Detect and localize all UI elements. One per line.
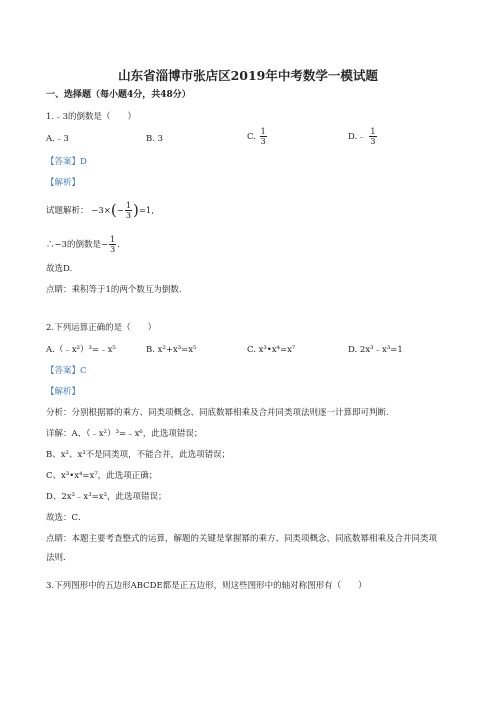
solution-label: 试题解析： <box>46 206 89 216</box>
q2-option-a: A.（﹣x²）³=﹣x⁵ <box>46 345 116 355</box>
q1-analysis-label: 【解析】 <box>46 178 81 188</box>
q1-choose: 故选D. <box>46 264 73 274</box>
solution-equals: =1, <box>138 206 155 216</box>
q1-option-d-prefix: D.﹣ <box>348 132 366 142</box>
fraction-numerator: 1 <box>370 127 376 136</box>
fraction-numerator: 1 <box>125 201 131 210</box>
q1-solution-line1: 试题解析： −3×(− $\frac{1}{3}$ )=1, <box>46 201 155 220</box>
solution-prefix: ∴−3的倒数是− <box>46 240 109 250</box>
q1-option-d <box>348 127 378 146</box>
fraction <box>109 235 116 254</box>
q1-option-c <box>247 127 268 146</box>
section-heading: 一、选择题（每小题4分，共48分） <box>46 90 191 100</box>
q2-comment-line2: 法则． <box>46 553 72 563</box>
q1-answer: 【答案】D <box>46 157 87 167</box>
fraction <box>125 201 132 220</box>
q1-stem: 1.﹣3的倒数是（ ） <box>46 112 137 122</box>
fraction-denominator: 3 <box>370 137 376 146</box>
q2-fenxi: 分析：分别根据幂的乘方、同类项概念、同底数幂相乘及合并同类项法则逐一计算即可判断. <box>46 408 389 418</box>
q1-option-a: A.﹣3 <box>46 134 69 144</box>
q2-c-line: C、x³•x⁴=x⁷，此选项正确； <box>46 471 158 481</box>
fraction-numerator: 1 <box>260 127 266 136</box>
q2-b-line: B、x²、x³不是同类项，不能合并，此选项错误； <box>46 450 231 460</box>
fraction-numerator: 1 <box>110 235 116 244</box>
q1-option-c-prefix: C. <box>247 132 256 142</box>
q2-answer: 【答案】C <box>46 366 87 376</box>
fraction-denominator: 3 <box>110 245 116 254</box>
q2-analysis-label: 【解析】 <box>46 387 81 397</box>
solution-minus: − <box>116 206 124 216</box>
fraction-denominator: 3 <box>260 137 266 146</box>
q3-stem: 3.下列图形中的五边形ABCDE都是正五边形，则这些图形中的轴对称图形有（ ） <box>46 581 367 591</box>
fraction <box>260 127 267 146</box>
fraction-denominator: 3 <box>125 211 131 220</box>
q2-option-c: C. x³•x⁴=x⁷ <box>247 345 296 355</box>
q2-detail: 详解：A、（﹣x²）³=﹣x⁶，此选项错误； <box>46 429 203 439</box>
q1-solution-line2 <box>46 235 120 254</box>
q2-comment-line1: 点睛：本题主要考查整式的运算，解题的关键是掌握幂的乘方、同类项概念、同底数幂相乘及合并同类项 <box>46 534 438 544</box>
q2-choose: 故选：C． <box>46 513 87 523</box>
solution-suffix: . <box>117 240 120 250</box>
page-title: 山东省淄博市张店区2019年中考数学一模试题 <box>118 68 378 83</box>
q2-stem: 2.下列运算正确的是（ ） <box>46 323 157 333</box>
q2-d-line: D、2x³﹣x³=x³，此选项错误； <box>46 492 167 502</box>
q1-comment: 点睛：乘积等于1的两个数互为倒数. <box>46 285 182 295</box>
q2-option-b: B. x²+x³=x⁵ <box>146 345 197 355</box>
fraction <box>369 127 376 146</box>
solution-expr: −3× <box>91 206 111 216</box>
q1-option-b: B. 3 <box>146 134 164 144</box>
q2-option-d: D. 2x³﹣x³=1 <box>348 345 403 355</box>
